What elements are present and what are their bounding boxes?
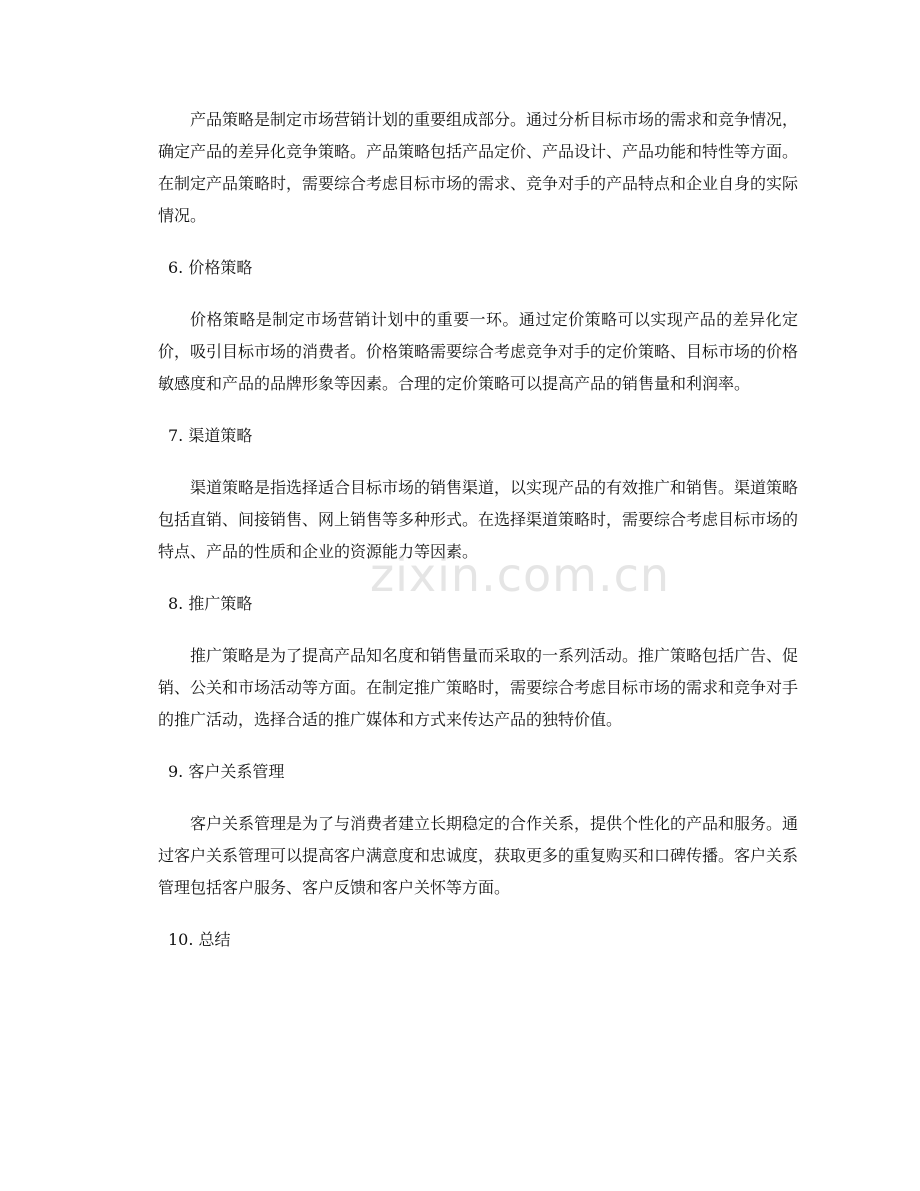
heading-promotion-strategy: 8. 推广策略: [168, 594, 253, 613]
heading-summary: 10. 总结: [168, 930, 231, 949]
heading-customer-relationship: 9. 客户关系管理: [168, 762, 285, 781]
heading-channel-strategy: 7. 渠道策略: [168, 426, 253, 445]
heading-price-strategy: 6. 价格策略: [168, 258, 253, 277]
paragraph-price-strategy: 价格策略是制定市场营销计划中的重要一环。通过定价策略可以实现产品的差异化定价，吸引目标市场的消费者。价格策略需要综合考虑竞争对手的定价策略、目标市场的价格敏感度和产品的品牌形象等因素。合理的定价策略可以提高产品的销售量和利润率。: [158, 310, 799, 393]
paragraph-customer-relationship: 客户关系管理是为了与消费者建立长期稳定的合作关系，提供个性化的产品和服务。通过客户关系管理可以提高客户满意度和忠诚度，获取更多的重复购买和口碑传播。客户关系管理包括客户服务、客户反馈和客户关怀等方面。: [158, 814, 799, 897]
document-body: [158, 104, 798, 976]
paragraph-channel-strategy: 渠道策略是指选择适合目标市场的销售渠道，以实现产品的有效推广和销售。渠道策略包括直销、间接销售、网上销售等多种形式。在选择渠道策略时，需要综合考虑目标市场的特点、产品的性质和企业的资源能力等因素。: [158, 478, 799, 561]
paragraph-promotion-strategy: 推广策略是为了提高产品知名度和销售量而采取的一系列活动。推广策略包括广告、促销、公关和市场活动等方面。在制定推广策略时，需要综合考虑目标市场的需求和竞争对手的推广活动，选择合适的推广媒体和方式来传达产品的独特价值。: [158, 646, 799, 729]
paragraph-product-strategy: 产品策略是制定市场营销计划的重要组成部分。通过分析目标市场的需求和竞争情况，确定产品的差异化竞争策略。产品策略包括产品定价、产品设计、产品功能和特性等方面。在制定产品策略时，需要综合考虑目标市场的需求、竞争对手的产品特点和企业自身的实际情况。: [158, 110, 799, 225]
watermark: zixin.com.cn: [370, 548, 671, 602]
